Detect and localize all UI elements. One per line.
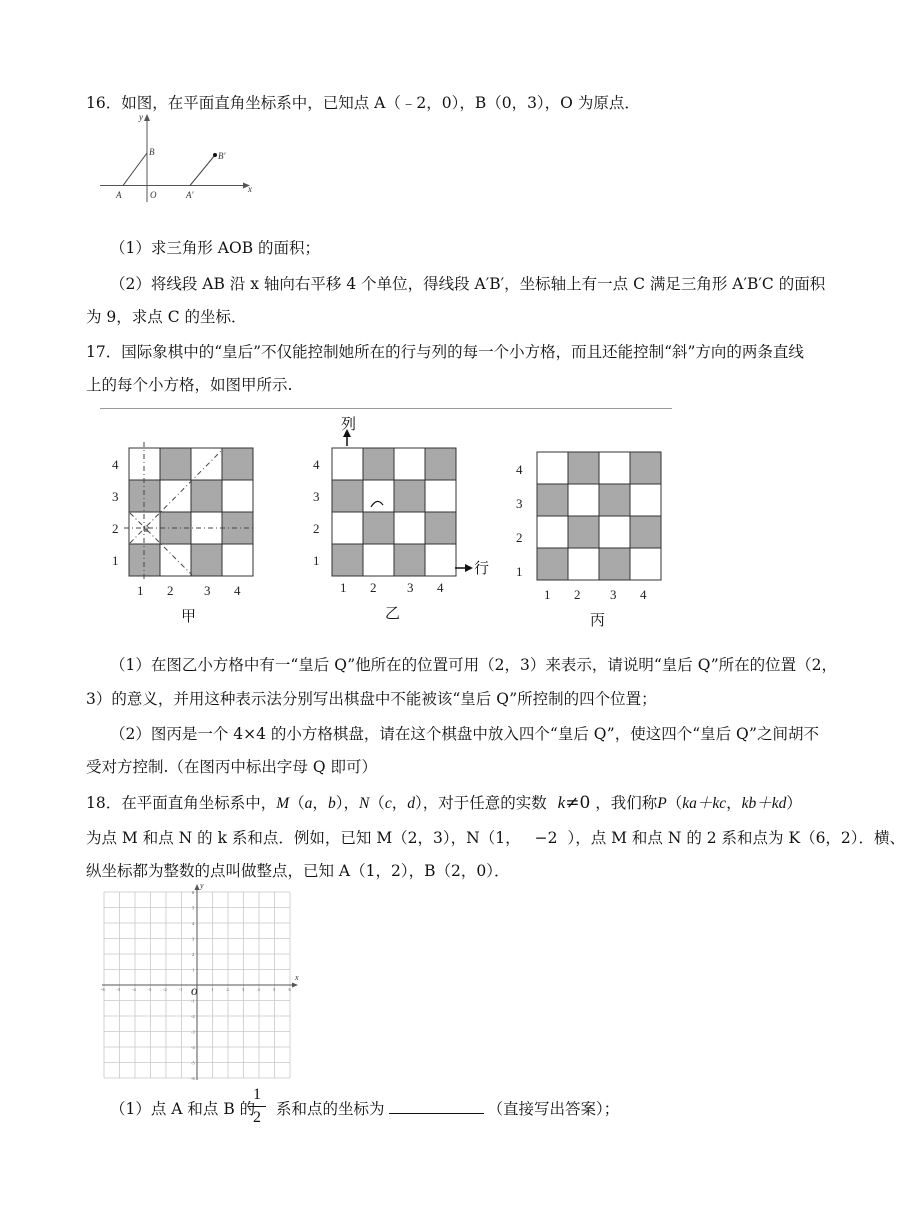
- col-axis-label: 列: [341, 417, 357, 433]
- svg-text:4: 4: [192, 921, 195, 926]
- q18-line1: 18．在平面直角坐标系中，M（a，b），N（c，d），对于任意的实数 k≠0 ，我们称P（ka＋kc，kb＋kd）: [86, 793, 802, 813]
- svg-text:-3: -3: [147, 987, 152, 992]
- q16-part2-line1: （2）将线段 AB 沿 x 轴向右平移 4 个单位，得线段 A′B′，坐标轴上有一点 C 满足三角形 A′B′C 的面积: [110, 275, 826, 293]
- col-label-3: 3: [610, 587, 617, 602]
- grid-origin-label: O: [191, 987, 198, 997]
- caption-bing: 丙: [590, 613, 606, 629]
- board-bing: [512, 446, 692, 636]
- point-b-prime-label: B′: [218, 151, 226, 161]
- row-label-4: 4: [112, 457, 119, 472]
- q17-part1-line2: 3）的意义，并用这种表示法分别写出棋盘中不能被该“皇后 Q”所控制的四个位置；: [86, 690, 657, 708]
- svg-text:-4: -4: [132, 987, 136, 992]
- origin-label: O: [150, 190, 157, 200]
- svg-text:3: 3: [242, 987, 245, 992]
- row-label-3: 3: [516, 496, 523, 511]
- row-axis-label: 行: [474, 561, 490, 577]
- caption-yi: 乙: [385, 606, 401, 622]
- svg-text:1: 1: [192, 967, 195, 973]
- col-label-2: 2: [167, 583, 174, 598]
- q18-part1-text: （1）点 A 和点 B 的: [110, 1100, 256, 1118]
- svg-text:-2: -2: [191, 1014, 195, 1019]
- svg-text:2: 2: [226, 987, 229, 992]
- q16-figure: [98, 112, 258, 206]
- col-label-3: 3: [204, 583, 211, 598]
- point-b-label: B: [149, 147, 155, 157]
- svg-text:-5: -5: [116, 987, 121, 992]
- col-label-1: 1: [544, 587, 551, 602]
- row-label-2: 2: [313, 521, 320, 536]
- q17-part1-line1: （1）在图乙小方格中有一“皇后 Q”他所在的位置可用（2，3）来表示，请说明“皇后 Q”所在的位置（2，: [110, 656, 837, 674]
- svg-text:-6: -6: [191, 1076, 195, 1081]
- col-label-4: 4: [234, 583, 241, 598]
- svg-text:6: 6: [288, 987, 291, 992]
- caption-jia: 甲: [181, 609, 197, 625]
- q18-part1-text-b: 系和点的坐标为 （直接写出答案）；: [276, 1100, 620, 1118]
- row-label-3: 3: [112, 489, 119, 504]
- row-label-1: 1: [313, 553, 320, 568]
- svg-text:-3: -3: [191, 1029, 195, 1035]
- col-label-3: 3: [407, 580, 414, 595]
- q17-part2-line1: （2）图丙是一个 4×4 的小方格棋盘，请在这个棋盘中放入四个“皇后 Q”，使这四个“皇后 Q”之间胡不: [110, 725, 819, 743]
- svg-text:-5: -5: [191, 1060, 195, 1066]
- grid-x-axis-label: x: [295, 973, 299, 982]
- col-label-4: 4: [437, 580, 444, 595]
- col-label-1: 1: [340, 580, 347, 595]
- q18-line2: 为点 M 和点 N 的 k 系和点．例如，已知 M（2，3），N（1， −2 ），点 M 和点 N 的 2 系和点为 K（6，2）．横、: [86, 829, 905, 847]
- board-yi: [305, 415, 505, 630]
- row-axis-arrow-icon: [465, 564, 473, 572]
- row-label-1: 1: [112, 553, 119, 568]
- svg-text:6: 6: [192, 890, 195, 895]
- figure-divider: [100, 408, 672, 409]
- svg-text:-6: -6: [101, 987, 105, 992]
- q18-coordinate-grid: [96, 880, 306, 1086]
- svg-text:5: 5: [273, 987, 276, 992]
- fraction-one-half: 1 2: [248, 1086, 266, 1127]
- row-label-4: 4: [313, 457, 320, 472]
- col-label-4: 4: [640, 587, 647, 602]
- col-label-1: 1: [137, 583, 144, 598]
- row-label-2: 2: [112, 521, 119, 536]
- svg-text:5: 5: [192, 905, 195, 911]
- point-a-prime-label: A′: [186, 190, 194, 200]
- q17-stem-line2: 上的每个小方格，如图甲所示.: [86, 376, 293, 394]
- svg-text:2: 2: [192, 952, 195, 957]
- col-label-2: 2: [370, 580, 377, 595]
- y-axis-label: y: [139, 112, 143, 122]
- row-label-2: 2: [516, 530, 523, 545]
- row-label-4: 4: [516, 462, 523, 477]
- q16-part1: （1）求三角形 AOB 的面积；: [110, 239, 321, 257]
- row-label-3: 3: [313, 489, 320, 504]
- x-axis-label: x: [248, 184, 252, 194]
- svg-text:3: 3: [192, 936, 195, 942]
- svg-text:1: 1: [211, 987, 214, 992]
- q18-line3: 纵坐标都为整数的点叫做整点，已知 A（1，2），B（2，0）．: [86, 862, 510, 880]
- point-a-label: A: [116, 190, 122, 200]
- svg-text:-1: -1: [191, 998, 195, 1004]
- q16-part2-line2: 为 9，求点 C 的坐标．: [86, 308, 247, 326]
- svg-text:-4: -4: [191, 1045, 195, 1050]
- svg-text:-2: -2: [163, 987, 167, 992]
- answer-blank[interactable]: [389, 1099, 484, 1114]
- board-jia: [104, 440, 274, 630]
- grid-y-axis-label: y: [200, 881, 204, 890]
- q17-stem-line1: 17．国际象棋中的“皇后”不仅能控制她所在的行与列的每一个小方格，而且还能控制“斜”方向的两条直线: [86, 343, 804, 361]
- row-label-1: 1: [516, 564, 523, 579]
- svg-text:4: 4: [257, 987, 260, 992]
- svg-text:♛: ♛: [142, 524, 151, 534]
- q16-stem: 16．如图，在平面直角坐标系中，已知点 A（﹣2，0），B（0，3），O 为原点．: [86, 94, 640, 112]
- col-label-2: 2: [574, 587, 581, 602]
- svg-text:-1: -1: [178, 987, 183, 992]
- q17-part2-line2: 受对方控制.（在图丙中标出字母 Q 即可）: [86, 758, 377, 776]
